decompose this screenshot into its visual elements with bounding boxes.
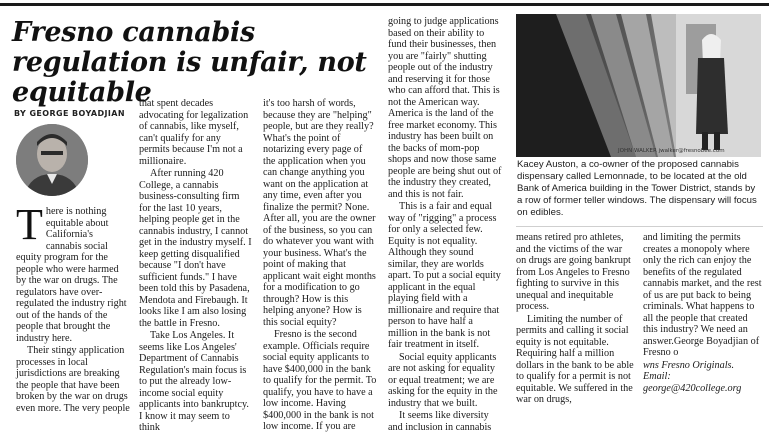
paragraph: Their stingy application processes in local jurisdictions are breaking the people that have been broken by the war on drugs even more. The very people bbox=[16, 345, 130, 414]
article-column-1 bbox=[16, 200, 130, 414]
paragraph: means retired pro athletes, and the victims of the war on drugs are going bankrupt from Los Angeles to Fresno fighting to survive in this unequal and inequitable process. bbox=[516, 232, 631, 312]
byline: BY GEORGE BOYADJIAN bbox=[14, 109, 125, 118]
drop-cap: T bbox=[16, 200, 43, 249]
paragraph: Fresno is the second example. Officials require social equity applicants to have $400,000 in the bank to qualify for the permit. To qualify, you have to have a low income. Having $400,000 in the bank is not low income. If you are bbox=[263, 329, 377, 432]
paragraph: Limiting the number of permits and calling it social equity is not equitable. Requiring half a million dollars in the bank to be able to qualify for a permit is not equitable. We suffered in the war on drugs, bbox=[516, 313, 634, 405]
paragraph: Social equity applicants are not asking for equality or equal treatment; we are asking for the equity in the industry that we built. bbox=[388, 351, 498, 409]
paragraph: It seems like diversity and inclusion in cannabis bbox=[388, 410, 492, 433]
top-rule bbox=[0, 3, 769, 6]
author-tagline: wns Fresno Originals. Email: george@420college.org bbox=[643, 359, 742, 394]
paragraph: here is nothing equitable about California's cannabis social equity program for the people who were harmed by the war on drugs. The regulators have over-regulated the industry right out of the hands of the people that brought the industry here. bbox=[16, 206, 127, 344]
paragraph: This is a fair and equal way of "rigging" a process for only a selected few. Equity is not equality. Although they sound similar, they are worlds apart. To put a social equity applicant in the equal playing field with a millionaire and require that person to have half a million in the bank is not fair treatment in itself. bbox=[388, 201, 501, 350]
paragraph: Take Los Angeles. It seems like Los Angeles' Department of Cannabis Regulation's main focus is to put the already low-income social equity applicants into bankruptcy. I know it may seem to think bbox=[139, 330, 249, 433]
paragraph: and limiting the permits creates a monopoly where only the rich can enjoy the benefits of the regulated cannabis market, and the rest of us are put back to being criminals. What happens to all the people that created this industry? We need an answer.George Boyadjian of Fresno o bbox=[643, 232, 762, 358]
author-headshot bbox=[16, 124, 88, 196]
paragraph: going to judge applications based on their ability to fund their businesses, then you are "fairly" shutting people out of the industry and reserving it for those who can afford that. This is not the American way. America is the land of the free market economy. This industry has been built on the backs of mom-pop shops and now those same people are being shut out of the industry they created, and this is not fair. bbox=[388, 16, 502, 200]
article-column-4 bbox=[388, 16, 504, 433]
caption-divider bbox=[516, 226, 763, 227]
article-column-2 bbox=[139, 98, 253, 434]
paragraph: that spent decades advocating for legalization of cannabis, like myself, can't qualify for any permits because I'm not a millionaire. bbox=[139, 98, 249, 167]
article-photo bbox=[516, 14, 761, 157]
article-column-6 bbox=[643, 232, 763, 394]
article-column-5 bbox=[516, 232, 634, 406]
article-column-3 bbox=[263, 98, 377, 433]
photo-credit: JOHN WALKER jwalker@fresnobee.com bbox=[618, 148, 725, 154]
paragraph: it's too harsh of words, because they are "helping" people, but are they really? What's the point of notarizing every page of the application when you can change anything you want on the application at any time, even after you finalize the permit? None. After all, you are the owner of the business, so you can do whatever you want with your business. What's the point of making that applicant wait eight months for a modification to go through? How is this helping anyone? How is this social equity? bbox=[263, 98, 376, 328]
paragraph: After running 420 College, a cannabis business-consulting firm for the last 10 years, helping people get in the cannabis industry, I cannot get in the industry myself. I keep getting disqualified because "I don't have sufficient funds." I have been told this by Pasadena, Mendota and Firebaugh. It looks like I am also losing the battle in Fresno. bbox=[139, 168, 252, 329]
photo-caption: Kacey Auston, a co-owner of the proposed cannabis dispensary called Lemonnade, to be located at the old Bank of America building in the Tower District, stands by a row of former teller windows. The dispensary will focus on edibles. bbox=[517, 159, 757, 218]
headline: Fresno cannabis regulation is unfair, not equitable bbox=[12, 17, 367, 108]
